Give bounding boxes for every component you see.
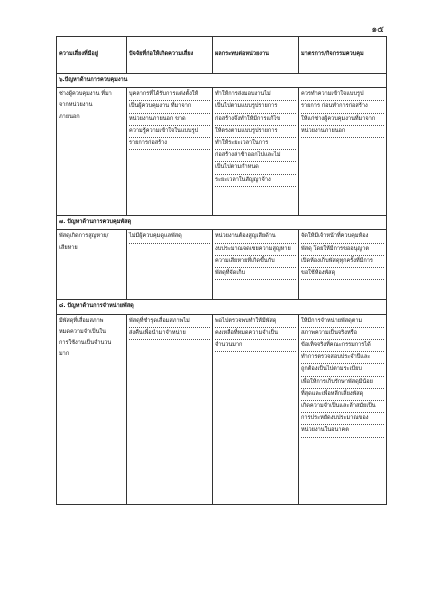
text-line: พอไปตรวจพบทำให้มีพัสดุ [215, 316, 296, 328]
control-cell [299, 314, 387, 504]
header-control-measure: มาตรการ/กิจกรรมควบคุม [299, 37, 387, 74]
text-line: ข้อเท็จจริงที่คณะกรรมการได้ [301, 340, 384, 352]
header-risk-factor: ปัจจัยที่ก่อให้เกิดความเสี่ยง [127, 37, 213, 74]
text-line: เสียหาย [59, 244, 78, 251]
text-line: ช่างผู้ควบคุมงาน ที่มา [59, 91, 112, 98]
text-line: ระยะเวลาในสัญญาจ้าง [215, 175, 296, 187]
text-line: สภาพความเป็นจริงหรือ [301, 328, 384, 340]
text-line: การประหยัดงบประมาณของ [301, 413, 384, 425]
factor-cell [127, 230, 213, 300]
text-line: รายการ ก่อนทำการก่อสร้าง [301, 101, 384, 113]
header-existing-risk: ความเสี่ยงที่มีอยู่ [57, 37, 127, 74]
text-line: ความเสียหายที่เกิดขึ้นกับ [215, 256, 296, 268]
text-line: ก่อสร้างจึงทำให้มีการแก้ไข [215, 114, 296, 126]
text-line: พัสดุที่ชำรุดเสื่อมสภาพไม่ [129, 316, 210, 328]
text-line: งบประมาณจดเชยความสูญหาย [215, 244, 296, 256]
table-header-row [57, 37, 387, 74]
text-line: มีพัสดุที่เสื่อมสภาพ [59, 317, 104, 324]
header-impact: ผลกระทบต่อหน่วยงาน [213, 37, 299, 74]
text-line: การใช้งานเป็นจำนวน [59, 340, 112, 347]
factor-cell [127, 88, 213, 216]
section-title: ๖.ปัญหาด้านการควบคุมงาน [57, 74, 387, 88]
text-line: หน่วยงานภายนอก ขาด [129, 114, 210, 126]
text-line: หน่วยงานในอนาคต [301, 425, 384, 437]
text-line: ทำการตรวจสอบประจำปีและ [301, 352, 384, 364]
section-title-row [57, 74, 387, 88]
text-line: พัสดุเกิดการสูญหาย/ [59, 233, 109, 240]
text-line: ให้แก่ช่างผู้ควบคุมงานที่มาจาก [301, 114, 384, 126]
table-row [57, 230, 387, 300]
table-row [57, 314, 387, 504]
section-title: ๗. ปัญหาด้านการควบคุมพัสดุ [57, 216, 387, 230]
text-line: เพื่อให้การเก็บรักษาพัสดุมีน้อย [301, 377, 384, 389]
text-line: ให้ตรงตามแบบรูปรายการ [215, 126, 296, 138]
section-title-row [57, 300, 387, 314]
text-line: จากหน่วยงาน [59, 102, 93, 109]
impact-cell [213, 230, 299, 300]
text-line: เกิดความจำเป็นและล้าสมัยเป็น [301, 401, 384, 413]
section-title-row [57, 216, 387, 230]
text-line: เป็นไปตามกำหนด [215, 162, 296, 174]
text-line: จำนวนมาก [215, 340, 296, 352]
text-line: หมดความจำเป็นใน [59, 328, 106, 335]
risk-control-table [56, 36, 387, 505]
text-line: คงเหลือที่หมดความจำเป็น [215, 328, 296, 340]
impact-cell [213, 314, 299, 504]
text-line: มาก [59, 351, 70, 358]
control-cell [299, 230, 387, 300]
text-line: ขอใช้ห้องพัสดุ [301, 268, 384, 280]
page-number: ๑๕ [371, 25, 384, 35]
text-line: ไม่มีผู้ควบคุมดูแลพัสดุ [129, 231, 210, 243]
text-line: พัสดุที่จัดเก็บ [215, 268, 296, 280]
risk-cell [57, 88, 127, 216]
text-line: ก่อสร้างล่าช้าออกไปและไม่ [215, 150, 296, 162]
text-line: ภายนอก [59, 113, 80, 120]
text-line: พัสดุ โดยให้มีการขออนุญาต [301, 244, 384, 256]
text-line: เป็นไปตามแบบรูปรายการ [215, 101, 296, 113]
risk-cell [57, 230, 127, 300]
control-cell [299, 88, 387, 216]
text-line: ความรู้ความเข้าใจในแบบรูป [129, 126, 210, 138]
text-line: ทำให้ระยะเวลาในการ [215, 138, 296, 150]
section-title: ๘. ปัญหาด้านการจำหน่ายพัสดุ [57, 300, 387, 314]
text-line: หน่วยงานภายนอก [301, 126, 384, 138]
text-line: ถูกต้องเป็นไปตามระเบียบ [301, 364, 384, 376]
text-line: ส่งคืนเพื่อนำมาจำหน่าย [129, 328, 210, 340]
table-row [57, 88, 387, 216]
text-line: รายการก่อสร้าง [129, 138, 210, 150]
impact-cell [213, 88, 299, 216]
text-line: ที่สุดและเพื่อหลีกเลี่ยงพัสดุ [301, 389, 384, 401]
text-line: จัดให้มีเจ้าหน้าที่ควบคุมห้อง [301, 231, 384, 243]
text-line: ทำให้การส่งมอบงานไม่ [215, 89, 296, 101]
text-line: บุคลากรที่ได้รับการแต่งตั้งให้ [129, 89, 210, 101]
factor-cell [127, 314, 213, 504]
text-line: ให้มีการจำหน่ายพัสดุตาม [301, 316, 384, 328]
text-line: เปิดห้องเก็บพัสดุทุกครั้งที่มีการ [301, 256, 384, 268]
text-line: ควรทำความเข้าใจแบบรูป [301, 89, 384, 101]
text-line: หน่วยงานต้องสูญเสียด้าน [215, 231, 296, 243]
risk-cell [57, 314, 127, 504]
text-line: เป็นผู้ควบคุมงาน ที่มาจาก [129, 101, 210, 113]
